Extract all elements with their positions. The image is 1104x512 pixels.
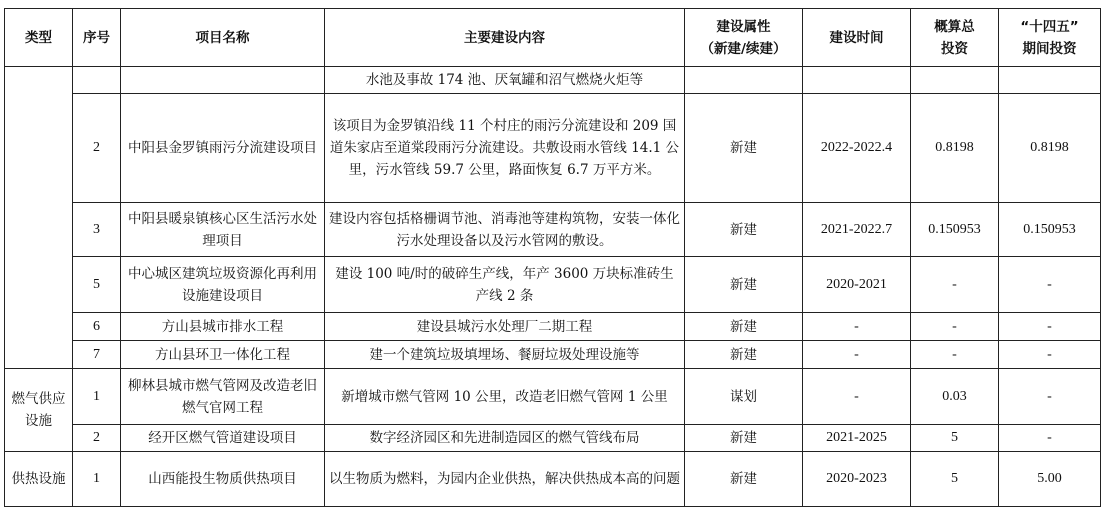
seq-cell: 3 (73, 203, 121, 257)
name-cell (121, 67, 325, 94)
header-invest (911, 9, 999, 67)
time-cell: 2022-2022.4 (803, 94, 911, 203)
category-cell-gas: 燃气供应设施 (5, 369, 73, 452)
content-cell: 数字经济园区和先进制造园区的燃气管线布局 (325, 425, 685, 452)
header-invest-line2: 投资 (941, 40, 968, 57)
plan-cell (999, 67, 1101, 94)
seq-cell: 5 (73, 257, 121, 313)
table-row (5, 369, 1101, 425)
content-cell: 该项目为金罗镇沿线 11 个村庄的雨污分流建设和 209 国道朱家店至道棠段雨污分流建设。共敷设雨水管线 14.1 公里，污水管线 59.7 公里，路面恢复 6.7 万平方米。 (325, 94, 685, 203)
attr-cell: 新建 (685, 425, 803, 452)
attr-cell: 新建 (685, 203, 803, 257)
seq-cell: 6 (73, 313, 121, 341)
invest-cell: 5 (911, 452, 999, 507)
table-row (5, 203, 1101, 257)
header-seq: 序号 (73, 9, 121, 67)
header-attr-line2: （新建/续建） (700, 40, 787, 57)
invest-cell: - (911, 341, 999, 369)
time-cell (803, 67, 911, 94)
header-name: 项目名称 (121, 9, 325, 67)
content-cell: 建设县城污水处理厂二期工程 (325, 313, 685, 341)
header-content: 主要建设内容 (325, 9, 685, 67)
invest-cell: 0.8198 (911, 94, 999, 203)
time-cell: 2021-2022.7 (803, 203, 911, 257)
attr-cell: 新建 (685, 257, 803, 313)
time-cell: - (803, 369, 911, 425)
table-row (5, 425, 1101, 452)
seq-cell: 2 (73, 425, 121, 452)
seq-cell: 1 (73, 452, 121, 507)
invest-cell: - (911, 313, 999, 341)
seq-cell (73, 67, 121, 94)
header-row (5, 9, 1101, 67)
invest-cell: - (911, 257, 999, 313)
name-cell: 中心城区建筑垃圾资源化再利用设施建设项目 (121, 257, 325, 313)
header-plan-line2: 期间投资 (1022, 40, 1077, 57)
header-type: 类型 (5, 9, 73, 67)
plan-cell: - (999, 369, 1101, 425)
seq-cell: 2 (73, 94, 121, 203)
content-cell: 建设内容包括格栅调节池、消毒池等建构筑物，安装一体化污水处理设备以及污水管网的敷设。 (325, 203, 685, 257)
header-plan (999, 9, 1101, 67)
plan-cell: - (999, 425, 1101, 452)
table-row (5, 313, 1101, 341)
attr-cell: 新建 (685, 452, 803, 507)
time-cell: 2021-2025 (803, 425, 911, 452)
name-cell: 方山县环卫一体化工程 (121, 341, 325, 369)
seq-cell: 7 (73, 341, 121, 369)
category-cell-continued (5, 67, 73, 369)
table-row (5, 257, 1101, 313)
invest-cell: 0.150953 (911, 203, 999, 257)
table-row (5, 452, 1101, 507)
plan-cell: 0.150953 (999, 203, 1101, 257)
plan-cell: 5.00 (999, 452, 1101, 507)
name-cell: 山西能投生物质供热项目 (121, 452, 325, 507)
content-cell: 建设 100 吨/时的破碎生产线，年产 3600 万块标准砖生产线 2 条 (325, 257, 685, 313)
table-row (5, 94, 1101, 203)
attr-cell: 新建 (685, 94, 803, 203)
content-cell: 以生物质为燃料，为园内企业供热，解决供热成本高的问题 (325, 452, 685, 507)
invest-cell: 5 (911, 425, 999, 452)
attr-cell: 新建 (685, 341, 803, 369)
table-row (5, 67, 1101, 94)
header-attr (685, 9, 803, 67)
time-cell: - (803, 341, 911, 369)
category-cell-heat: 供热设施 (5, 452, 73, 507)
attr-cell: 谋划 (685, 369, 803, 425)
header-attr-line1: 建设属性 (716, 18, 771, 35)
plan-cell: - (999, 313, 1101, 341)
invest-cell (911, 67, 999, 94)
name-cell: 柳林县城市燃气管网及改造老旧燃气官网工程 (121, 369, 325, 425)
name-cell: 经开区燃气管道建设项目 (121, 425, 325, 452)
content-cell: 新增城市燃气管网 10 公里，改造老旧燃气管网 1 公里 (325, 369, 685, 425)
invest-cell: 0.03 (911, 369, 999, 425)
plan-cell: - (999, 257, 1101, 313)
content-cell: 建一个建筑垃圾填埋场、餐厨垃圾处理设施等 (325, 341, 685, 369)
time-cell: 2020-2021 (803, 257, 911, 313)
project-table (4, 8, 1101, 507)
seq-cell: 1 (73, 369, 121, 425)
plan-cell: 0.8198 (999, 94, 1101, 203)
time-cell: - (803, 313, 911, 341)
attr-cell (685, 67, 803, 94)
header-time: 建设时间 (803, 9, 911, 67)
name-cell: 中阳县暖泉镇核心区生活污水处理项目 (121, 203, 325, 257)
plan-cell: - (999, 341, 1101, 369)
header-plan-line1: “十四五” (1020, 18, 1079, 35)
name-cell: 方山县城市排水工程 (121, 313, 325, 341)
time-cell: 2020-2023 (803, 452, 911, 507)
name-cell: 中阳县金罗镇雨污分流建设项目 (121, 94, 325, 203)
content-cell: 水池及事故 174 池、厌氧罐和沼气燃烧火炬等 (325, 67, 685, 94)
table-row (5, 341, 1101, 369)
attr-cell: 新建 (685, 313, 803, 341)
header-invest-line1: 概算总 (934, 18, 975, 35)
